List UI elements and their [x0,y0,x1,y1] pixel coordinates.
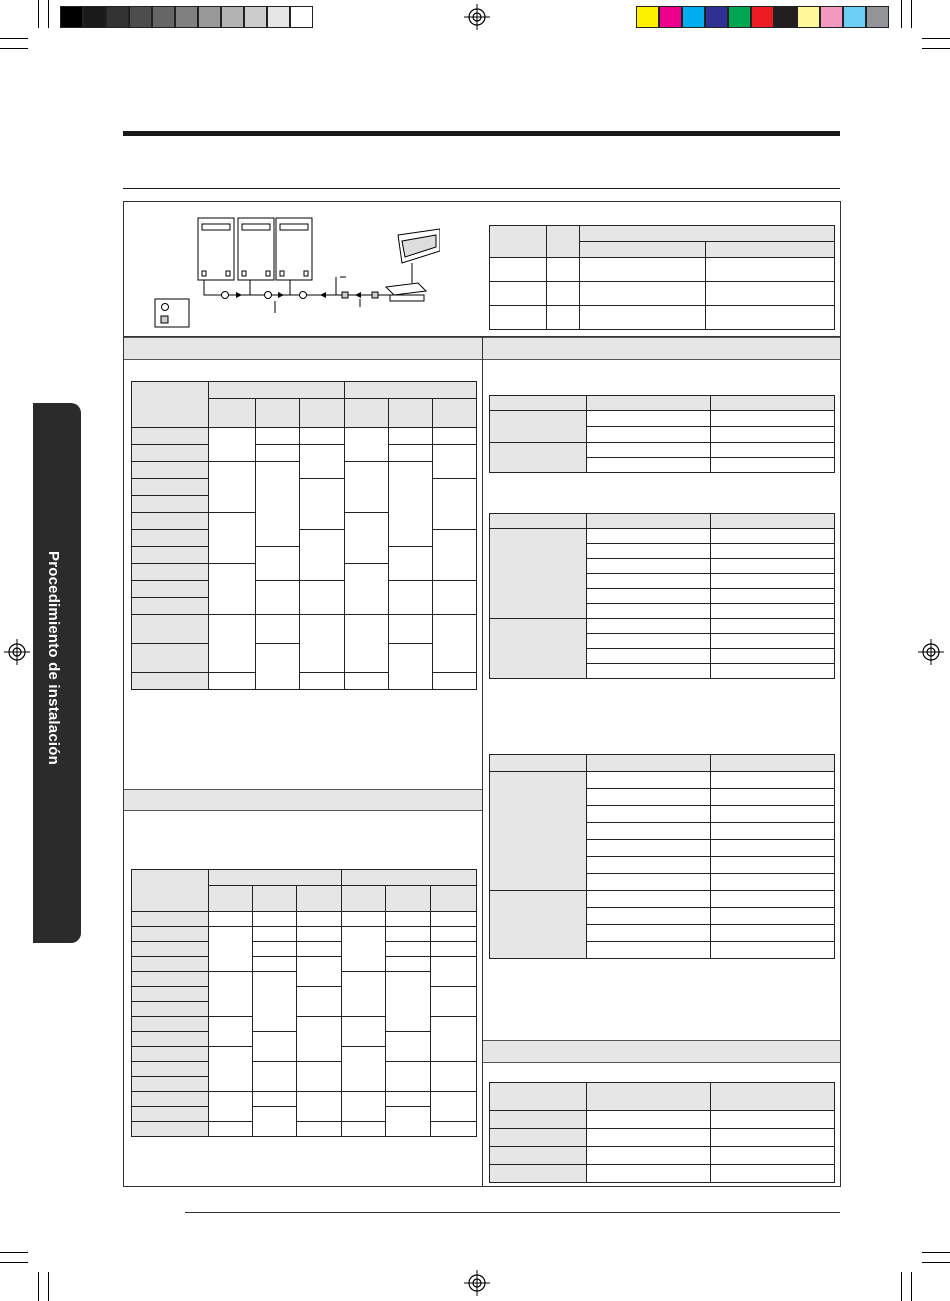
gray-swatch [290,6,313,28]
pipe-size-table [489,225,835,330]
color-swatch [636,6,659,28]
color-swatch [751,6,774,28]
gray-swatch [152,6,175,28]
section-header-right-1 [483,337,840,360]
gray-swatch [267,6,290,28]
color-swatch [820,6,843,28]
gray-swatch [175,6,198,28]
color-swatch [774,6,797,28]
section-header-left-1 [124,337,482,360]
right-table-d [489,1082,835,1183]
diagram-legend [155,299,189,327]
capacity-table-2 [131,869,477,1137]
gray-swatch [129,6,152,28]
header-thin-rule [123,188,840,189]
footer-rule [185,1212,840,1213]
color-swatch [728,6,751,28]
color-swatch [659,6,682,28]
header-thick-rule [123,131,840,136]
outdoor-unit-icon [198,218,312,280]
color-swatch [797,6,820,28]
capacity-table-1 [131,381,477,690]
section-header-left-2 [124,789,482,811]
right-table-a [489,395,835,473]
registration-mark-bottom [464,1270,490,1296]
gray-swatch [244,6,267,28]
section-header-right-2 [483,1040,840,1063]
color-swatch [866,6,889,28]
right-table-b [489,513,835,679]
color-swatch [843,6,866,28]
gray-swatch [83,6,106,28]
registration-mark-left [4,639,30,665]
installation-diagram [150,215,440,335]
gray-swatch [106,6,129,28]
gray-swatch [198,6,221,28]
side-chapter-tab-label: Procedimiento de instalación [45,551,62,765]
color-swatch [705,6,728,28]
right-table-c [489,754,835,959]
color-swatch [682,6,705,28]
indoor-unit-icon [386,229,440,301]
gray-swatch [60,6,83,28]
side-chapter-tab [33,403,81,943]
registration-mark-top [464,4,490,30]
gray-swatch [221,6,244,28]
registration-mark-right [918,639,944,665]
